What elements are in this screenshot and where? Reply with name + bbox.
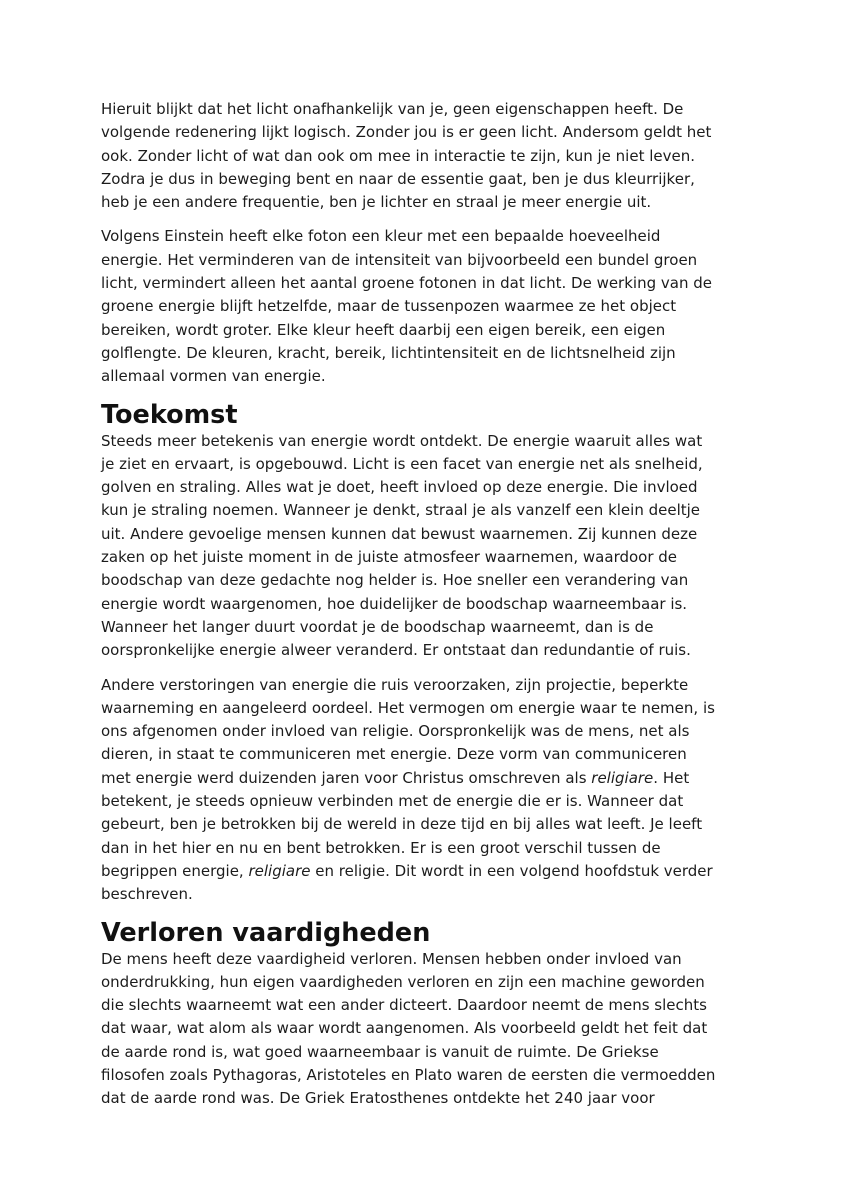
text-line: ons afgenomen onder invloed van religie. Oorspronkelijk was de mens, net als bbox=[101, 722, 690, 741]
text-line: Hieruit blijkt dat het licht onafhankelijk van je, geen eigenschappen heeft. De bbox=[101, 100, 684, 118]
text-line: zaken op het juiste moment in de juiste atmosfeer waarnemen, waardoor de bbox=[101, 548, 678, 567]
text-run: met energie werd duizenden jaren voor Christus omschreven als bbox=[101, 768, 592, 787]
emphasis-term: religiare bbox=[248, 861, 311, 880]
text-line: oorspronkelijke energie alweer veranderd. Er ontstaat dan redundantie of ruis. bbox=[101, 641, 691, 660]
text-line: filosofen zoals Pythagoras, Aristoteles en Plato waren de eersten die vermoedden bbox=[101, 1065, 716, 1084]
text-line: Andere verstoringen van energie die ruis veroorzaken, zijn projectie, beperkte bbox=[101, 675, 689, 694]
text-line: dat waar, wat alom als waar wordt aangenomen. Als voorbeeld geldt het feit dat bbox=[101, 1019, 708, 1038]
text-line: volgende redenering lijkt logisch. Zonder jou is er geen licht. Andersom geldt het bbox=[101, 123, 712, 142]
paragraph-disturbances bbox=[101, 674, 741, 907]
text-line: waarneming en aangeleerd oordeel. Het vermogen om energie waar te nemen, is bbox=[101, 698, 715, 717]
text-line: boodschap van deze gedachte nog helder is. Hoe sneller een verandering van bbox=[101, 571, 689, 590]
text-line: golven en straling. Alles wat je doet, heeft invloed op deze energie. Die invloed bbox=[101, 478, 698, 497]
text-line: onderdrukking, hun eigen vaardigheden verloren en zijn een machine geworden bbox=[101, 972, 705, 991]
text-line: die slechts waarneemt wat een ander dicteert. Daardoor neemt de mens slechts bbox=[101, 996, 707, 1015]
text-line: kun je straling noemen. Wanneer je denkt, straal je als vanzelf een klein deeltje bbox=[101, 501, 701, 520]
document-page bbox=[101, 98, 741, 1122]
heading-verloren-vaardigheden: Verloren vaardigheden bbox=[101, 917, 431, 948]
text-line: ook. Zonder licht of wat dan ook om mee in interactie te zijn, kun je niet leven. bbox=[101, 146, 695, 165]
text-line: licht, vermindert alleen het aantal groene fotonen in dat licht. De werking van de bbox=[101, 274, 712, 293]
paragraph-energy-meaning bbox=[101, 430, 741, 663]
paragraph-light-independence bbox=[101, 98, 741, 214]
text-line: dieren, in staat te communiceren met energie. Deze vorm van communiceren bbox=[101, 745, 687, 764]
text-line: energie. Het verminderen van de intensiteit van bijvoorbeeld een bundel groen bbox=[101, 250, 698, 269]
text-line bbox=[101, 767, 741, 790]
text-line: beschreven. bbox=[101, 885, 193, 904]
text-line: dan in het hier en nu en bent betrokken. Er is een groot verschil tussen de bbox=[101, 838, 661, 857]
text-line: betekent, je steeds opnieuw verbinden met de energie die er is. Wanneer dat bbox=[101, 792, 684, 811]
text-run: en religie. Dit wordt in een volgend hoofdstuk verder bbox=[310, 861, 713, 880]
text-line: de aarde rond is, wat goed waarneembaar is vanuit de ruimte. De Griekse bbox=[101, 1042, 659, 1061]
text-line: groene energie blijft hetzelfde, maar de tussenpozen waarmee ze het object bbox=[101, 297, 677, 316]
text-line: Wanneer het langer duurt voordat je de boodschap waarneemt, dan is de bbox=[101, 617, 654, 636]
text-line: bereiken, wordt groter. Elke kleur heeft daarbij een eigen bereik, een eigen bbox=[101, 320, 666, 339]
text-line: heb je een andere frequentie, ben je lichter en straal je meer energie uit. bbox=[101, 193, 652, 212]
text-line: Zodra je dus in beweging bent en naar de essentie gaat, ben je dus kleurrijker, bbox=[101, 169, 695, 188]
emphasis-term: religiare bbox=[591, 768, 654, 787]
text-line: De mens heeft deze vaardigheid verloren. Mensen hebben onder invloed van bbox=[101, 949, 682, 968]
paragraph-lost-skills bbox=[101, 948, 741, 1111]
text-line: golflengte. De kleuren, kracht, bereik, lichtintensiteit en de lichtsnelheid zijn bbox=[101, 343, 676, 362]
text-line: Steeds meer betekenis van energie wordt ontdekt. De energie waaruit alles wat bbox=[101, 431, 703, 450]
text-line bbox=[101, 860, 741, 883]
text-line: energie wordt waargenomen, hoe duidelijker de boodschap waarneembaar is. bbox=[101, 594, 688, 613]
text-run: begrippen energie, bbox=[101, 861, 249, 880]
text-line: gebeurt, ben je betrokken bij de wereld in deze tijd en bij alles wat leeft. Je leeft bbox=[101, 815, 703, 834]
paragraph-einstein bbox=[101, 225, 741, 388]
text-line: dat de aarde rond was. De Griek Eratosthenes ontdekte het 240 jaar voor bbox=[101, 1089, 655, 1108]
text-run: . Het bbox=[653, 768, 690, 787]
text-line: allemaal vormen van energie. bbox=[101, 367, 326, 386]
text-line: Volgens Einstein heeft elke foton een kleur met een bepaalde hoeveelheid bbox=[101, 227, 661, 246]
text-line: uit. Andere gevoelige mensen kunnen dat bewust waarnemen. Zij kunnen deze bbox=[101, 524, 698, 543]
text-line: je ziet en ervaart, is opgebouwd. Licht is een facet van energie net als snelheid, bbox=[101, 454, 703, 473]
heading-toekomst: Toekomst bbox=[101, 399, 238, 430]
